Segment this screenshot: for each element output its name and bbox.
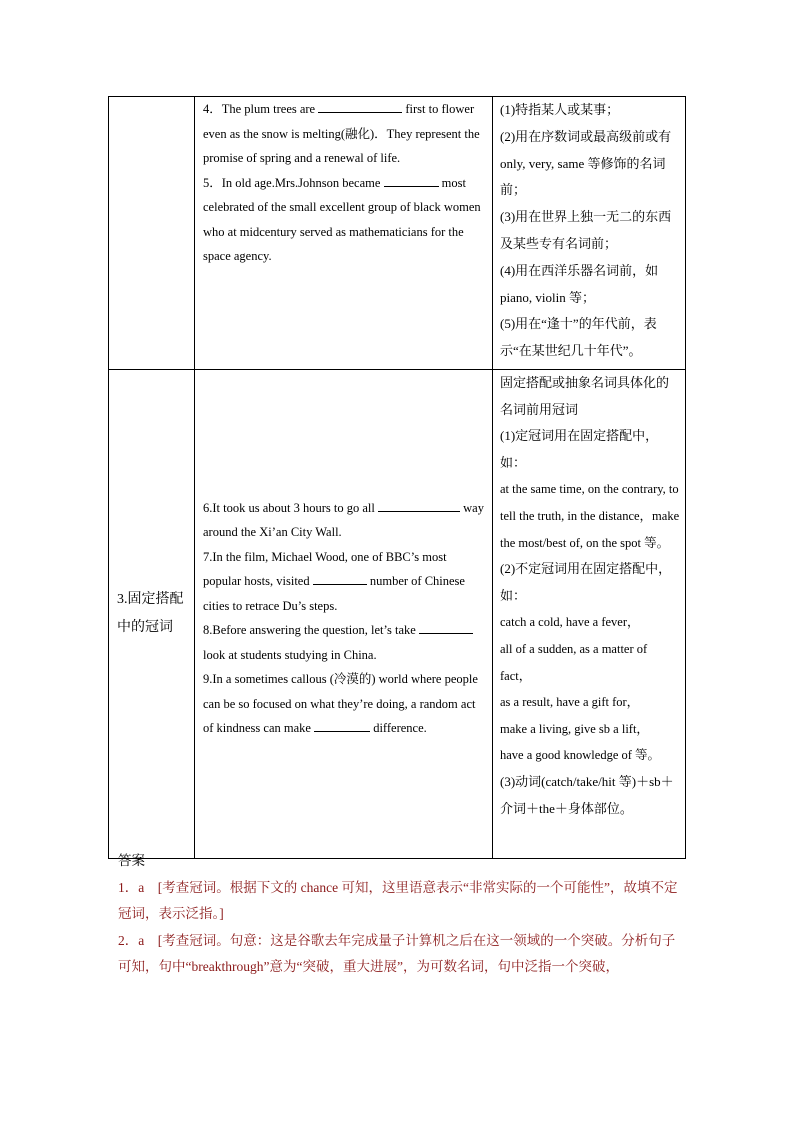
answers-section — [118, 848, 688, 981]
answer-blank — [314, 716, 370, 732]
rule-item: all of a sudden, as a matter of fact， — [500, 641, 648, 683]
table-row — [109, 97, 686, 370]
rule-item: (2)用在序数词或最高级前或有 only, very, same 等修饰的名词前； — [500, 128, 672, 198]
questions-cell — [195, 370, 493, 859]
question-4: 4．The plum trees are first to flower even as the snow is melting(融化)．They represent the promise of spring and a renewal of life. — [203, 97, 486, 171]
rules-cell — [493, 97, 686, 370]
rule-item: catch a cold, have a fever， — [500, 615, 640, 630]
rule-item: (4)用在西洋乐器名词前，如 piano, violin 等； — [500, 262, 659, 305]
rule-item: (3)用在世界上独一无二的东西及某些专有名词前； — [500, 209, 672, 251]
answer-blank — [378, 496, 460, 512]
questions-cell — [195, 97, 493, 370]
rule-item: as a result, have a gift for， — [500, 695, 640, 710]
rule-item: at the same time, on the contrary, to tell the truth, in the distance，make the most/best of, on the spot 等。 — [500, 482, 680, 550]
table-row — [109, 370, 686, 859]
rules-cell — [493, 370, 686, 859]
rule-item: (1)定冠词用在固定搭配中，如： — [500, 428, 659, 470]
question-9: 9.In a sometimes callous (冷漠的) world where people can be so focused on what they’re doing, a random act of kindness can make difference. — [203, 672, 478, 735]
rule-item: (1)特指某人或某事； — [500, 102, 620, 117]
rule-item: have a good knowledge of 等。 — [500, 748, 661, 763]
answer-item: 1．a [考查冠词。根据下文的 chance 可知，这里语意表示“非常实际的一个可能性”，故填不定冠词，表示泛指。] — [118, 879, 678, 921]
rule-item: 固定搭配或抽象名词具体化的名词前用冠词 — [500, 375, 670, 417]
answer-blank — [318, 97, 402, 113]
category-cell — [109, 97, 195, 370]
rule-item: (2)不定冠词用在固定搭配中，如： — [500, 561, 672, 603]
question-6: 6.It took us about 3 hours to go all way around the Xi’an City Wall. — [203, 496, 486, 545]
question-8: 8.Before answering the question, let’s take look at students studying in China. — [203, 618, 486, 667]
answer-blank — [384, 171, 439, 187]
rule-item: (5)用在“逢十”的年代前，表示“在某世纪几十年代”。 — [500, 316, 657, 359]
answer-item: 2．a [考查冠词。句意：这是谷歌去年完成量子计算机之后在这一领域的一个突破。分析句子可知，句中“breakthrough”意为“突破，重大进展”，为可数名词，句中泛指一个突破， — [118, 932, 676, 974]
grammar-table — [108, 96, 686, 859]
answer-blank — [313, 569, 367, 585]
category-cell: 3.固定搭配中的冠词 — [109, 370, 195, 859]
rule-item: make a living, give sb a lift， — [500, 721, 649, 736]
answers-title: 答案 — [118, 853, 145, 868]
question-7: 7.In the film, Michael Wood, one of BBC’s most popular hosts, visited number of Chinese cities to retrace Du’s steps. — [203, 549, 465, 613]
rule-item: (3)动词(catch/take/hit 等)＋sb＋介词＋the＋身体部位。 — [500, 773, 674, 816]
answer-blank — [419, 618, 473, 634]
question-5: 5．In old age.Mrs.Johnson became most celebrated of the small excellent group of black women who at midcentury served as mathematicians for the space agency. — [203, 171, 486, 269]
